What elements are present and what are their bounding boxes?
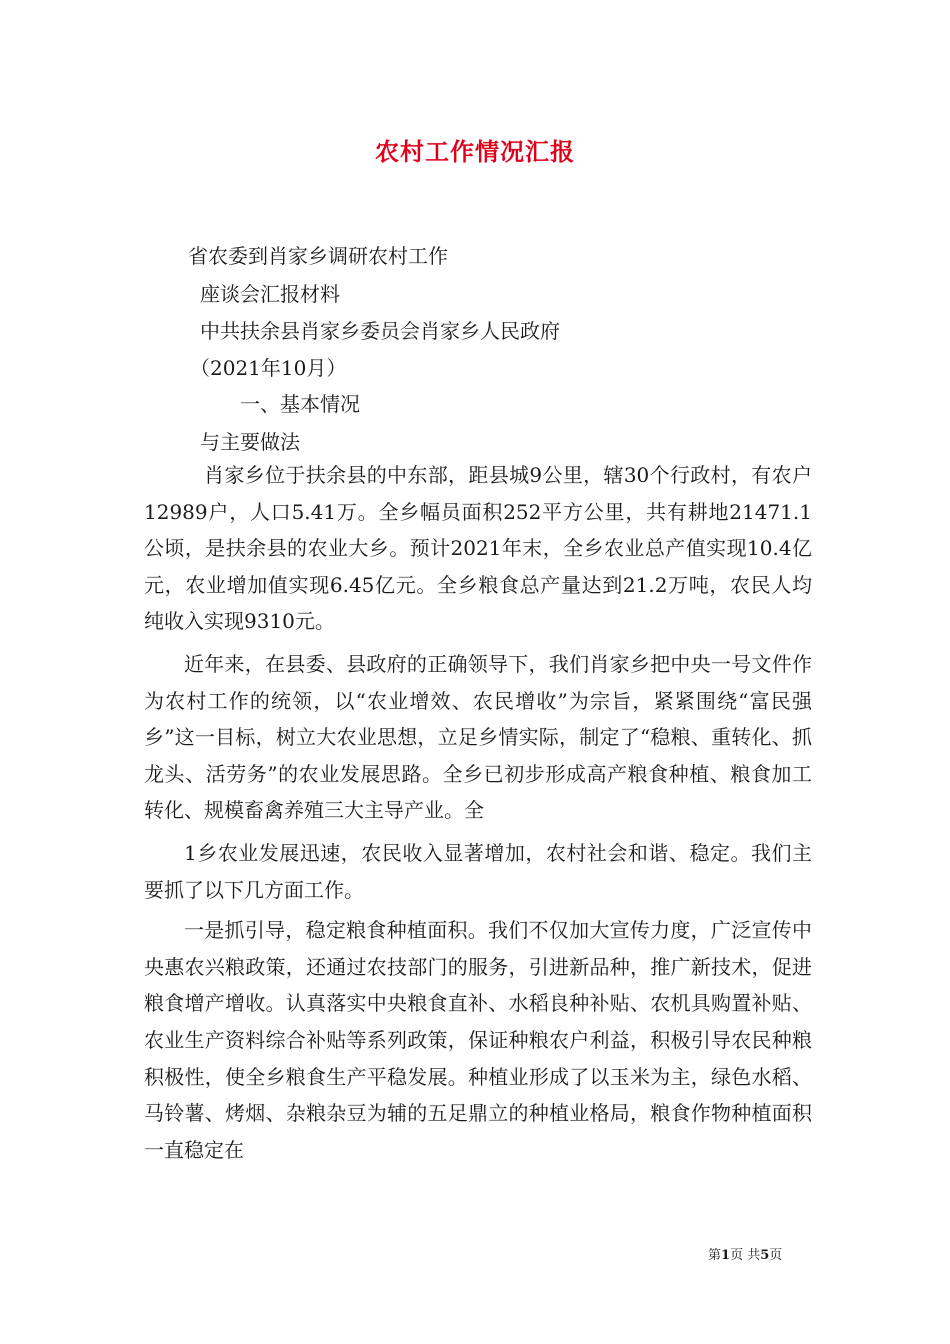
- footer-page-number: 1: [721, 1248, 731, 1263]
- body-text: [144, 457, 812, 1168]
- paragraph: 肖家乡位于扶余县的中东部，距县城9公里，辖30个行政村，有农户12989户，人口5.41万。全乡幅员面积252平方公里，共有耕地21471.1公顷，是扶余县的农业大乡。预计2021年末，全乡农业总产值实现10.4亿元，农业增加值实现6.45亿元。全乡粮食总产量达到21.2万吨，农民人均纯收入实现9310元。: [144, 463, 812, 634]
- header-date: （2021年10月）: [190, 356, 347, 380]
- footer-total-pages: 5: [760, 1248, 770, 1263]
- section-heading-continued: 与主要做法: [200, 430, 300, 454]
- paragraph: 1乡农业发展迅速，农民收入显著增加，农村社会和谐、稳定。我们主要抓了以下几方面工作。: [144, 840, 812, 902]
- header-line-1: 省农委到肖家乡调研农村工作: [188, 244, 448, 268]
- header-line-3: 中共扶余县肖家乡委员会肖家乡人民政府: [200, 319, 560, 343]
- page-footer: [708, 1247, 782, 1265]
- document-title: 农村工作情况汇报: [375, 137, 575, 166]
- paragraph: 近年来，在县委、县政府的正确领导下，我们肖家乡把中央一号文件作为农村工作的统领，以“农业增效、农民增收”为宗旨，紧紧围绕“富民强乡”这一目标，树立大农业思想，立足乡情实际，制定了“稳粮、重转化、抓龙头、活劳务”的农业发展思路。全乡已初步形成高产粮食种植、粮食加工转化、规模畜禽养殖三大主导产业。全: [144, 651, 812, 823]
- section-heading: 一、基本情况: [240, 392, 360, 416]
- footer-suffix: 页: [769, 1248, 783, 1263]
- footer-prefix: 第: [708, 1248, 722, 1263]
- header-line-2: 座谈会汇报材料: [200, 282, 340, 306]
- footer-middle: 页 共: [730, 1248, 761, 1263]
- paragraph: 一是抓引导，稳定粮食种植面积。我们不仅加大宣传力度，广泛宣传中央惠农兴粮政策，还通过农技部门的服务，引进新品种，推广新技术，促进粮食增产增收。认真落实中央粮食直补、水稻良种补贴、农机具购置补贴、农业生产资料综合补贴等系列政策，保证种粮农户利益，积极引导农民种粮积极性，使全乡粮食生产平稳发展。种植业形成了以玉米为主，绿色水稻、马铃薯、烤烟、杂粮杂豆为辅的五足鼎立的种植业格局，粮食作物种植面积一直稳定在: [144, 918, 812, 1162]
